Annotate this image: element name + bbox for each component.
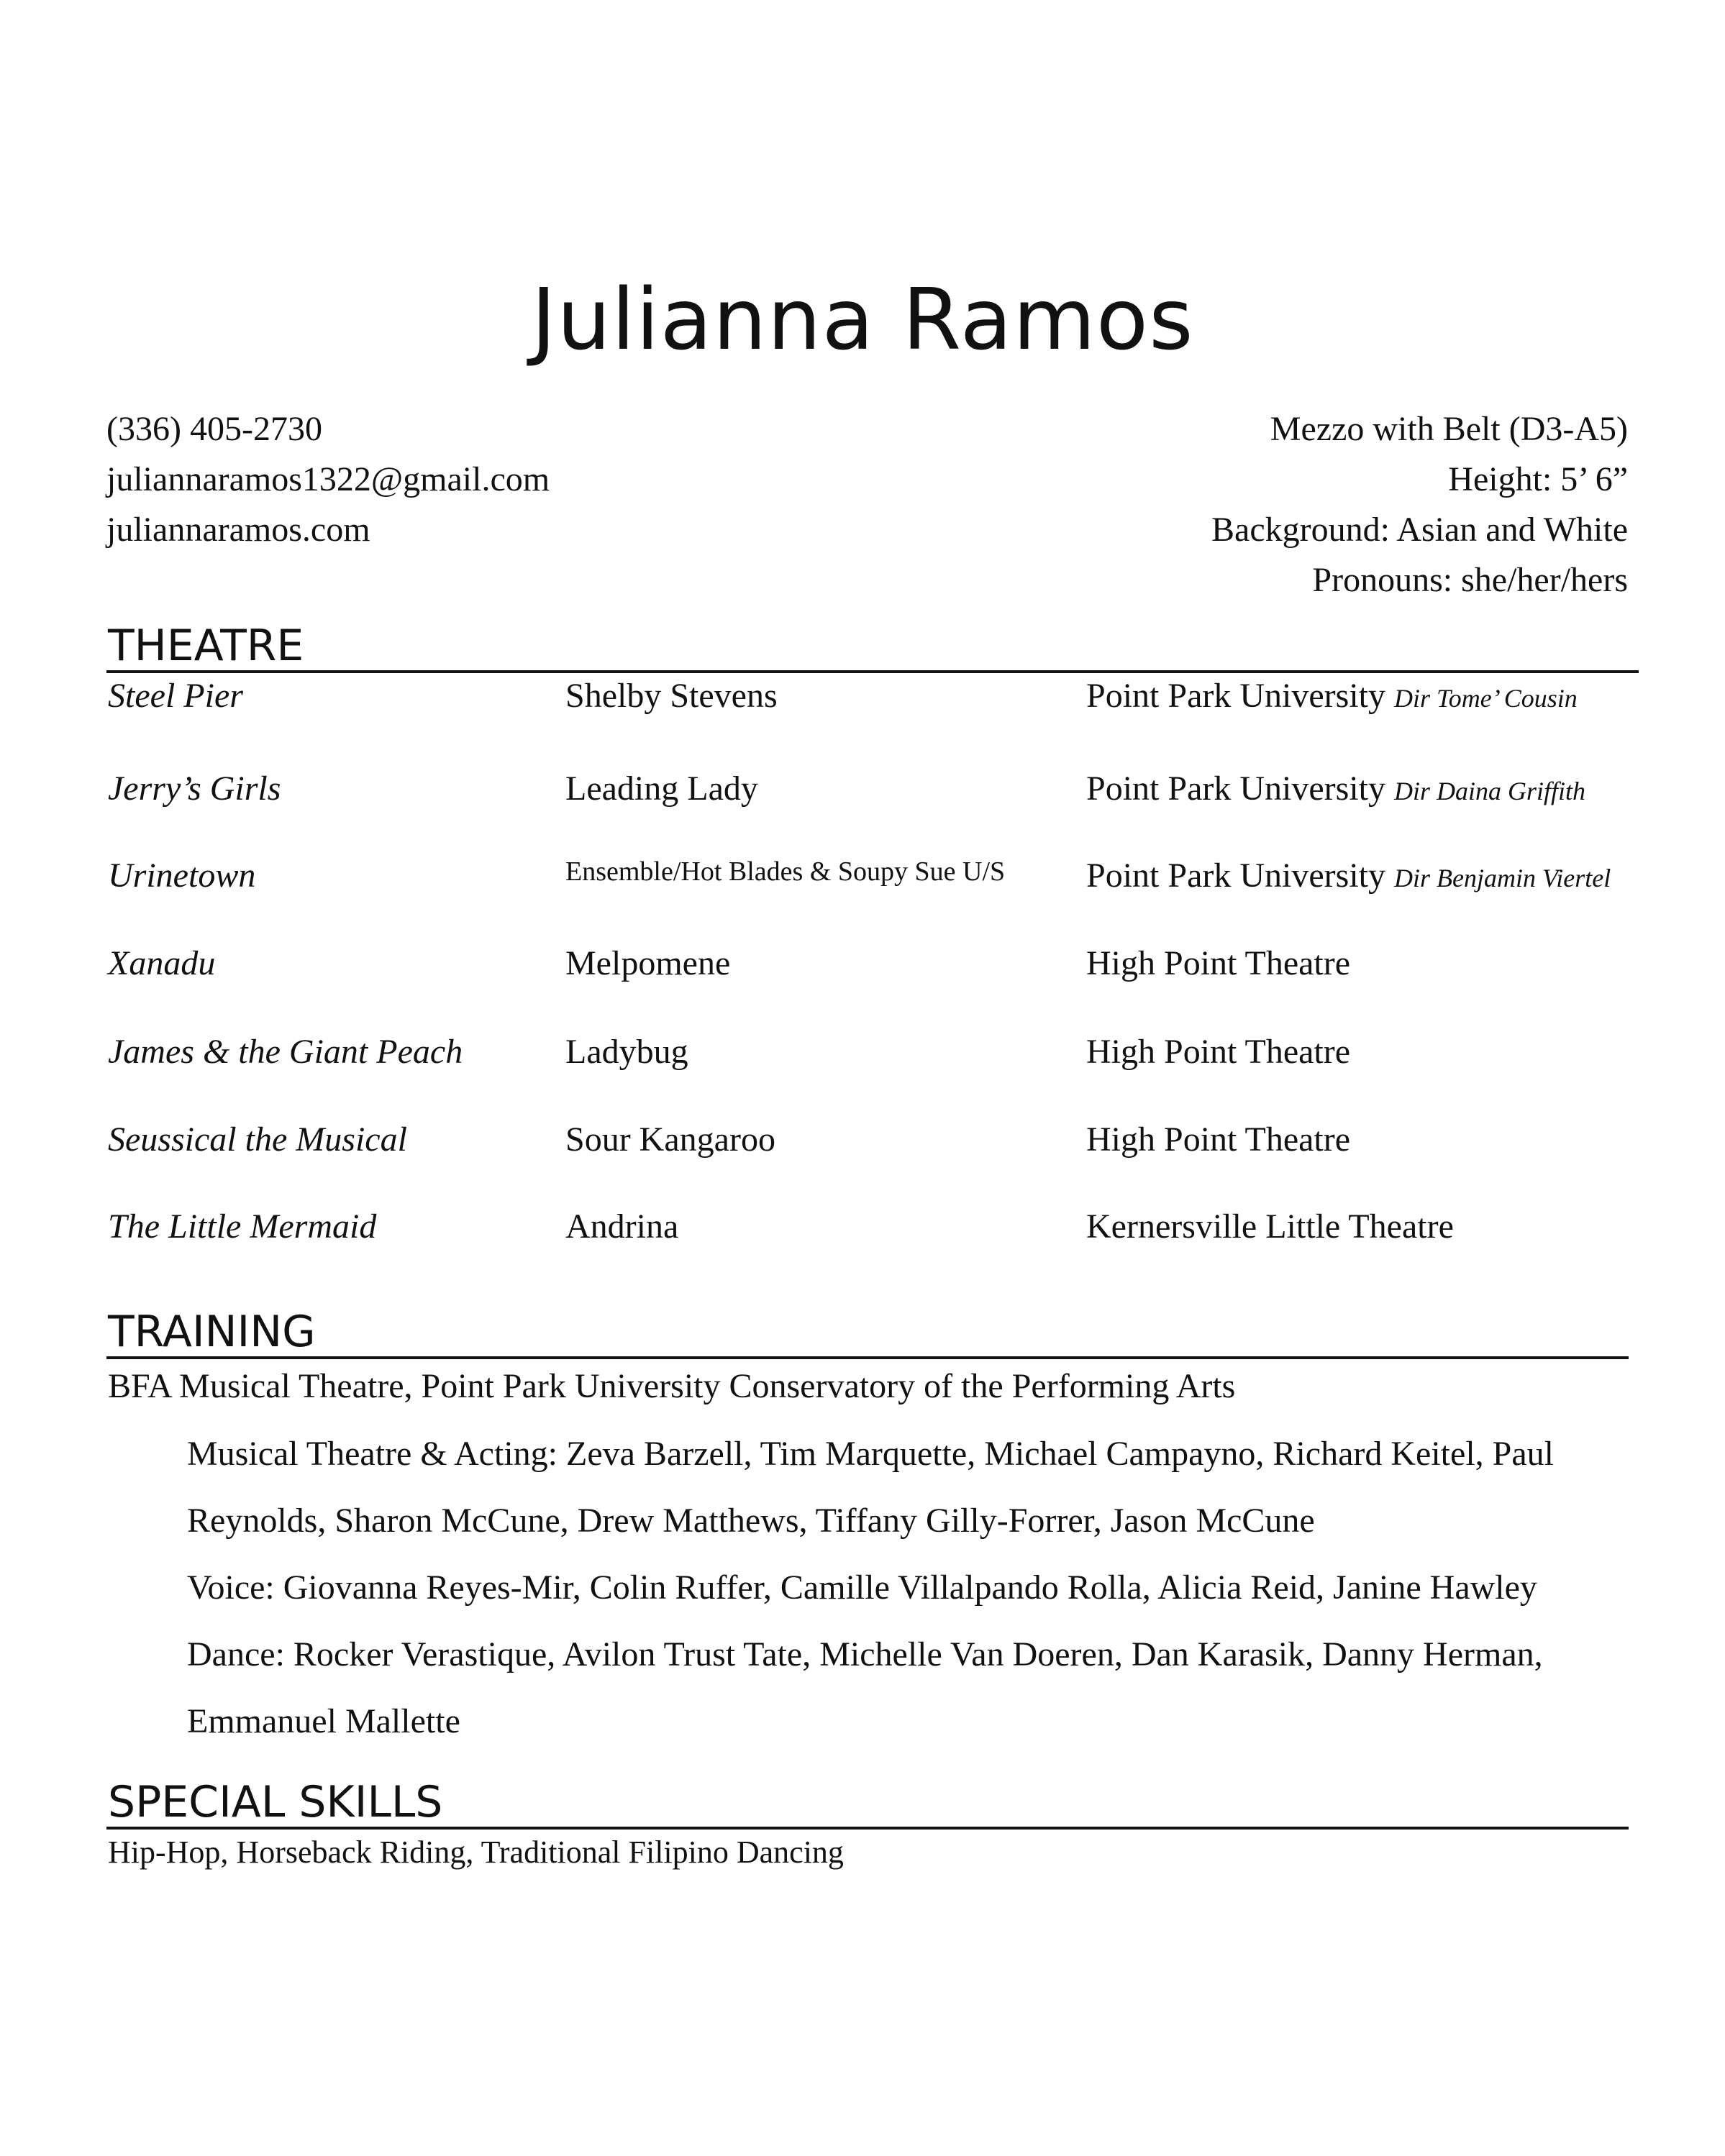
venue: High Point Theatre [1086, 1120, 1351, 1159]
theatre-row [0, 764, 1725, 814]
show-title: The Little Mermaid [108, 1207, 377, 1246]
theatre-row [0, 938, 1725, 989]
venue: Point Park University [1086, 857, 1385, 895]
role: Ensemble/Hot Blades & Soupy Sue U/S [565, 857, 1006, 887]
venue: Kernersville Little Theatre [1086, 1207, 1454, 1246]
venue: High Point Theatre [1086, 944, 1351, 982]
degree: BFA Musical Theatre, Point Park University Conservatory of the Performing Arts [108, 1367, 1236, 1405]
website: juliannaramos.com [106, 511, 370, 549]
venue-cell [1086, 851, 1611, 903]
training-heading: TRAINING [108, 1307, 316, 1357]
show-title: Xanadu [108, 944, 216, 982]
training-divider [106, 1356, 1629, 1359]
role: Sour Kangaroo [565, 1120, 775, 1159]
role: Andrina [565, 1207, 679, 1246]
venue: High Point Theatre [1086, 1033, 1351, 1071]
venue-cell [1086, 1027, 1350, 1077]
training-line: Emmanuel Mallette [187, 1702, 460, 1740]
theatre-heading: THEATRE [108, 621, 304, 671]
show-title: Urinetown [108, 857, 256, 895]
skills-heading: SPECIAL SKILLS [108, 1777, 443, 1827]
venue-cell [1086, 1115, 1350, 1165]
show-title: Seussical the Musical [108, 1120, 407, 1159]
venue: Point Park University [1086, 677, 1385, 715]
contact-info [106, 404, 550, 555]
role: Ladybug [565, 1033, 688, 1071]
role: Melpomene [565, 944, 731, 982]
training-line: Reynolds, Sharon McCune, Drew Matthews, Tiffany Gilly-Forrer, Jason McCune [187, 1502, 1315, 1540]
show-title: James & the Giant Peach [108, 1033, 463, 1071]
director: Dir Daina Griffith [1394, 777, 1586, 805]
email-address: juliannaramos1322@gmail.com [106, 460, 550, 498]
venue-cell [1086, 938, 1350, 989]
training-line: Voice: Giovanna Reyes-Mir, Colin Ruffer, Camille Villalpando Rolla, Alicia Reid, Janine Hawley [187, 1568, 1537, 1607]
theatre-row [0, 851, 1725, 901]
venue-cell [1086, 1202, 1454, 1252]
height: Height: 5’ 6” [1448, 460, 1628, 498]
venue-cell [1086, 764, 1585, 816]
special-skills: Hip-Hop, Horseback Riding, Traditional Filipino Dancing [108, 1835, 844, 1870]
venue: Point Park University [1086, 769, 1385, 808]
theatre-row [0, 1115, 1725, 1165]
background: Background: Asian and White [1211, 511, 1628, 549]
theatre-row [0, 1202, 1725, 1252]
show-title: Steel Pier [108, 677, 243, 715]
training-line: Musical Theatre & Acting: Zeva Barzell, Tim Marquette, Michael Campayno, Richard Keitel, Paul [187, 1435, 1554, 1473]
director: Dir Tome’ Cousin [1394, 684, 1578, 713]
training-section [108, 1361, 1633, 1755]
director: Dir Benjamin Viertel [1394, 864, 1611, 892]
resume-name: Julianna Ramos [531, 270, 1194, 369]
performer-attributes [1211, 404, 1628, 606]
theatre-row [0, 1027, 1725, 1077]
theatre-row [0, 671, 1725, 721]
venue-cell [1086, 671, 1578, 723]
training-line: Dance: Rocker Verastique, Avilon Trust Tate, Michelle Van Doeren, Dan Karasik, Danny Herman, [187, 1635, 1543, 1673]
skills-divider [106, 1827, 1629, 1830]
role: Shelby Stevens [565, 677, 778, 715]
pronouns: Pronouns: she/her/hers [1312, 561, 1628, 599]
show-title: Jerry’s Girls [108, 769, 281, 808]
voice-type: Mezzo with Belt (D3-A5) [1270, 410, 1628, 448]
phone-number: (336) 405-2730 [106, 410, 322, 448]
role: Leading Lady [565, 769, 758, 808]
training-details [187, 1420, 1633, 1755]
